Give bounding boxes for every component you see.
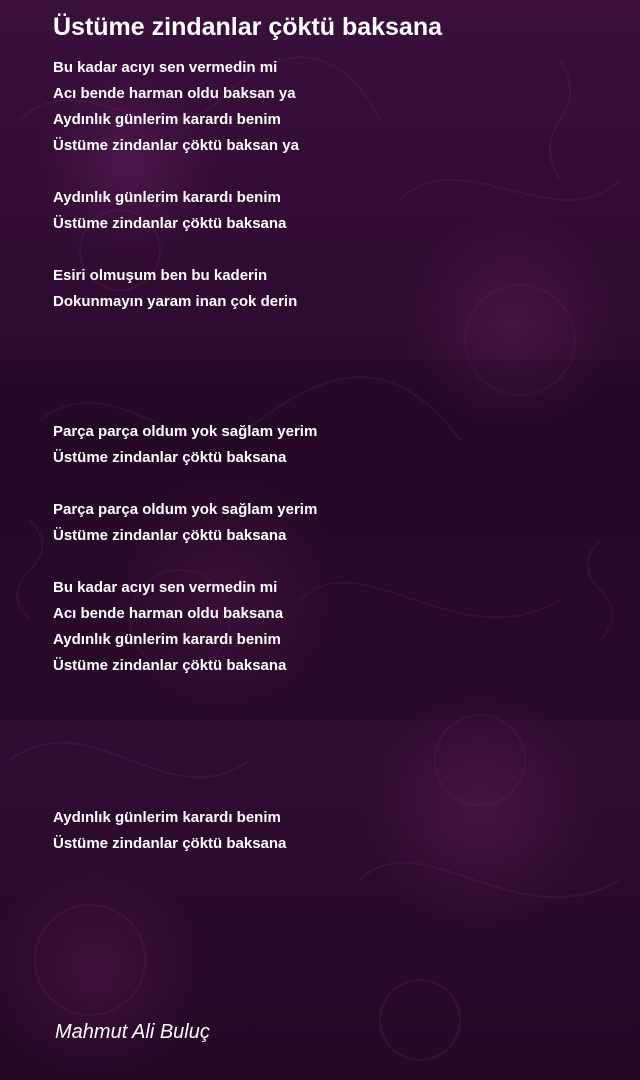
poem-line: Parça parça oldum yok sağlam yerim	[53, 501, 318, 518]
poem-title: Üstüme zindanlar çöktü baksana	[53, 13, 443, 41]
poem-body	[53, 55, 613, 883]
stanza-1	[53, 55, 613, 159]
poem-line: Parça parça oldum yok sağlam yerim	[53, 423, 318, 440]
poem-author: Mahmut Ali Buluç	[55, 1021, 210, 1043]
poem-line: Aydınlık günlerim karardı benim	[53, 809, 281, 826]
stanza-3	[53, 263, 613, 315]
poem-line: Aydınlık günlerim karardı benim	[53, 111, 281, 128]
poem-line: Bu kadar acıyı sen vermedin mi	[53, 59, 278, 76]
stanza-4	[53, 419, 613, 471]
poem-line: Aydınlık günlerim karardı benim	[53, 631, 281, 648]
poem-line: Üstüme zindanlar çöktü baksana	[53, 657, 287, 674]
stanza-7	[53, 805, 613, 857]
stanza-2	[53, 185, 613, 237]
poem-line: Esiri olmuşum ben bu kaderin	[53, 267, 268, 284]
poem-line: Acı bende harman oldu baksan ya	[53, 85, 296, 102]
poem-line: Üstüme zindanlar çöktü baksan ya	[53, 137, 299, 154]
poem-line: Üstüme zindanlar çöktü baksana	[53, 835, 287, 852]
poem-line: Bu kadar acıyı sen vermedin mi	[53, 579, 278, 596]
poem-line: Aydınlık günlerim karardı benim	[53, 189, 281, 206]
poem-line: Üstüme zindanlar çöktü baksana	[53, 449, 287, 466]
stanza-5	[53, 497, 613, 549]
stanza-6	[53, 575, 613, 679]
poem-line: Dokunmayın yaram inan çok derin	[53, 293, 298, 310]
poem-line: Acı bende harman oldu baksana	[53, 605, 284, 622]
poem-line: Üstüme zindanlar çöktü baksana	[53, 527, 287, 544]
poem-line: Üstüme zindanlar çöktü baksana	[53, 215, 287, 232]
